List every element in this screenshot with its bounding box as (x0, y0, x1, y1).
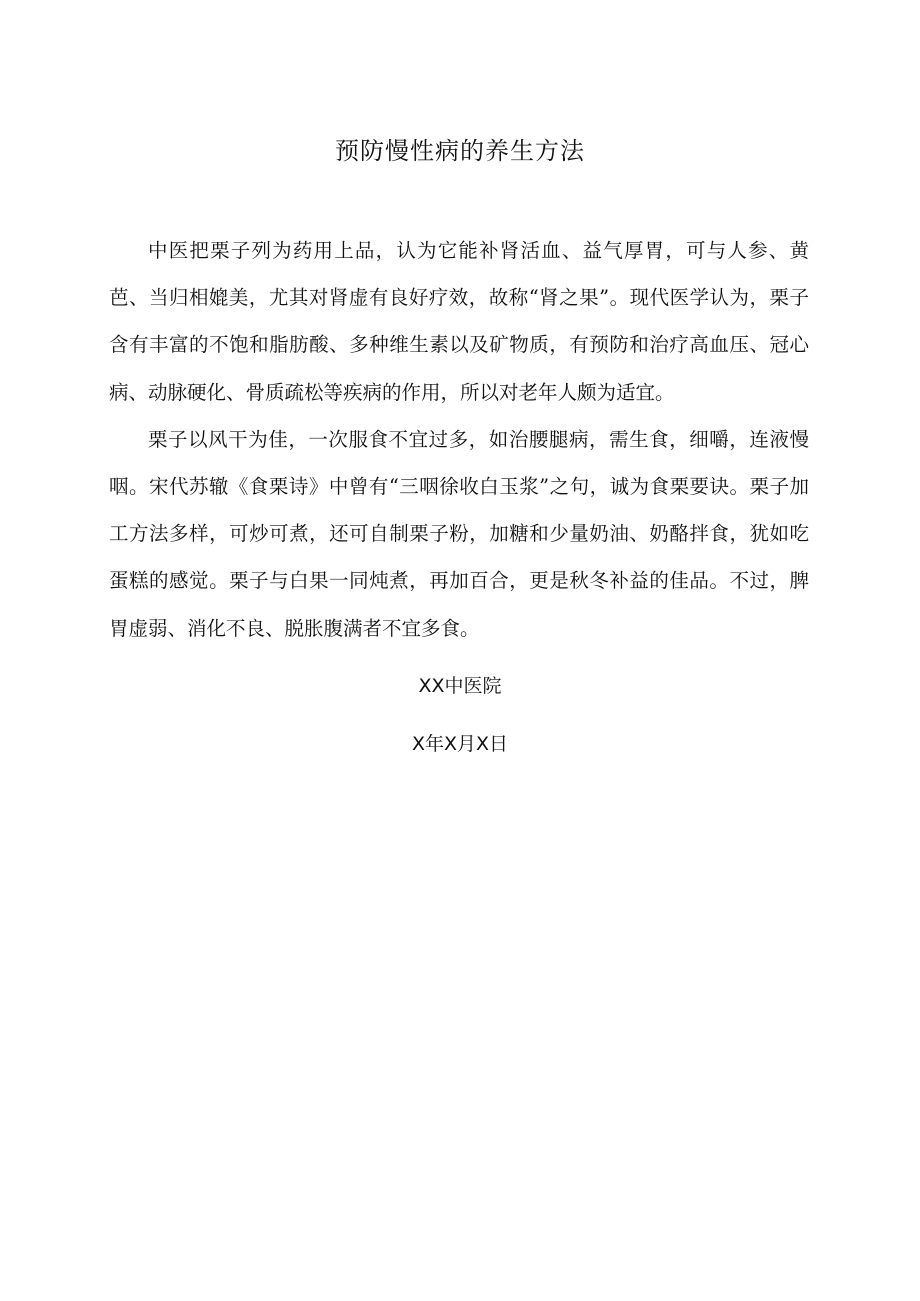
signature-organization: XX中医院 (418, 675, 502, 697)
document-body (109, 227, 809, 652)
signature-date: X年X月X日 (411, 733, 509, 755)
paragraph-1: 中医把栗子列为药用上品，认为它能补肾活血、益气厚胃，可与人参、黄芭、当归相媲美，尤其对肾虚有良好疗效，故称“肾之果”。现代医学认为，栗子含有丰富的不饱和脂肪酸、多种维生素以及矿物质，有预防和治疗高血压、冠心病、动脉硬化、骨质疏松等疾病的作用，所以对老年人颇为适宜。 (109, 239, 809, 404)
document-title: 预防慢性病的养生方法 (335, 137, 585, 165)
paragraph-2: 栗子以风干为佳，一次服食不宜过多，如治腰腿病，需生食，细嚼，连液慢咽。宋代苏辙《食栗诗》中曾有“三咽徐收白玉浆”之句，诚为食栗要诀。栗子加工方法多样，可炒可煮，还可自制栗子粉，加糖和少量奶油、奶酪拌食，犹如吃蛋糕的感觉。栗子与白果一同炖煮，再加百合，更是秋冬补益的佳品。不过，脾胃虚弱、消化不良、脱胀腹满者不宜多食。 (109, 427, 809, 640)
